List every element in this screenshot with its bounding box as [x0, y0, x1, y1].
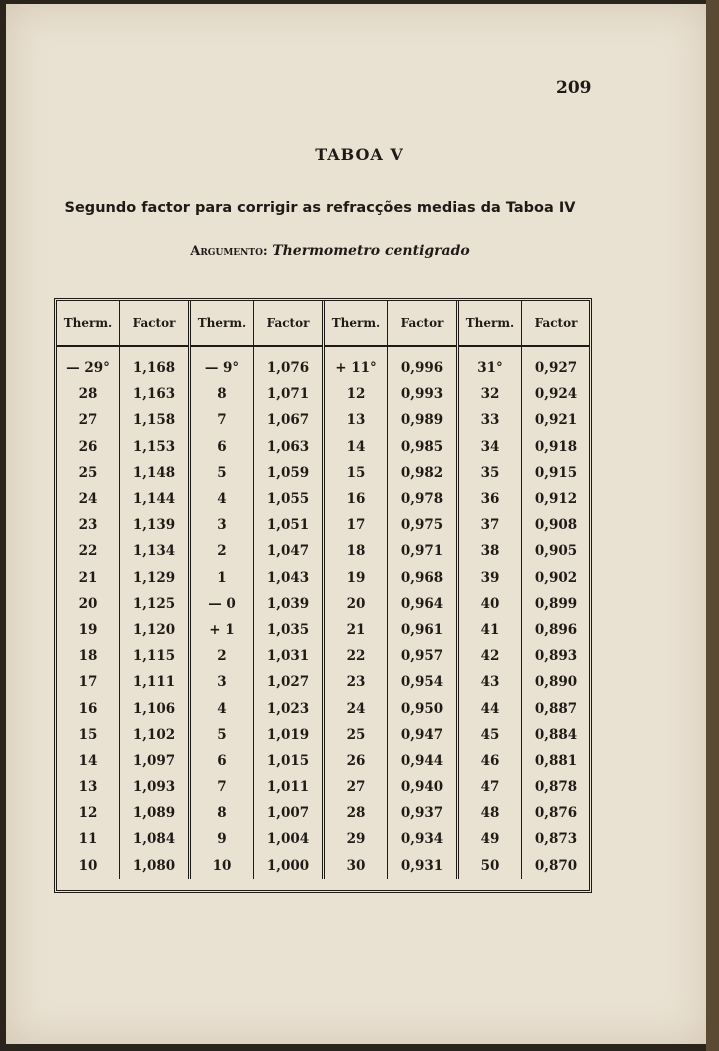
- factor-cell: 0,944: [388, 748, 458, 774]
- therm-cell: 8: [190, 381, 254, 407]
- column-header: Factor: [254, 301, 324, 346]
- spacer-cell: [190, 346, 254, 355]
- factor-cell: 0,934: [388, 826, 458, 852]
- factor-cell: 0,918: [534, 438, 578, 455]
- factor-cell: 0,993: [388, 381, 458, 407]
- factor-cell: 0,896: [534, 621, 578, 638]
- table-row: [57, 748, 590, 774]
- table-row: [57, 643, 590, 669]
- factor-cell: 1,051: [254, 512, 324, 538]
- factor-cell: 1,015: [254, 748, 324, 774]
- table-row: [57, 722, 590, 748]
- column-header: Therm.: [458, 301, 522, 346]
- factor-cell: 0,975: [388, 512, 458, 538]
- factor-cell: 1,168: [120, 355, 190, 381]
- factor-cell: 0,912: [534, 491, 578, 508]
- therm-cell: 41: [458, 617, 522, 643]
- factor-cell: 0,908: [534, 517, 578, 534]
- therm-cell: 4: [190, 695, 254, 721]
- therm-cell: 14: [324, 434, 388, 460]
- therm-cell: 12: [324, 381, 388, 407]
- therm-cell: 17: [57, 669, 120, 695]
- table-row: [57, 434, 590, 460]
- argument-value: Thermometro centigrado: [272, 243, 470, 259]
- factor-cell: 1,063: [254, 434, 324, 460]
- factor-cell: 1,106: [120, 695, 190, 721]
- factor-cell: 0,878: [534, 779, 578, 796]
- factor-cell: 1,115: [120, 643, 190, 669]
- factor-cell: 0,924: [534, 386, 578, 403]
- therm-cell: — 0: [190, 591, 254, 617]
- therm-cell: 23: [57, 512, 120, 538]
- table-body: [57, 346, 590, 879]
- therm-cell: 19: [324, 565, 388, 591]
- factor-cell: 1,111: [120, 669, 190, 695]
- factor-cell: 1,000: [254, 853, 324, 879]
- therm-cell: 45: [458, 722, 522, 748]
- column-header: Therm.: [190, 301, 254, 346]
- therm-cell: 5: [190, 460, 254, 486]
- table-title: TABOA V: [315, 145, 404, 164]
- therm-cell: 12: [57, 800, 120, 826]
- data-table-frame: [54, 298, 592, 893]
- factor-cell: 1,139: [120, 512, 190, 538]
- factor-cell: 1,089: [120, 800, 190, 826]
- table-row: [57, 800, 590, 826]
- factor-cell: 1,129: [120, 565, 190, 591]
- page-number: 209: [556, 78, 592, 98]
- therm-cell: 24: [57, 486, 120, 512]
- factor-cell: 1,084: [120, 826, 190, 852]
- therm-cell: 20: [324, 591, 388, 617]
- table-row: [57, 460, 590, 486]
- factor-cell: 0,887: [534, 700, 578, 717]
- therm-cell: 18: [324, 538, 388, 564]
- column-header: Factor: [522, 301, 591, 346]
- spacer-cell: [254, 346, 324, 355]
- spacer-row: [57, 346, 590, 355]
- therm-cell: 23: [324, 669, 388, 695]
- therm-cell: 19: [57, 617, 120, 643]
- factor-cell: 0,954: [388, 669, 458, 695]
- factor-cell: 0,961: [388, 617, 458, 643]
- factor-cell: 1,071: [254, 381, 324, 407]
- therm-cell: + 11°: [324, 355, 388, 381]
- therm-cell: 10: [190, 853, 254, 879]
- therm-cell: 5: [190, 722, 254, 748]
- therm-cell: 28: [324, 800, 388, 826]
- factor-cell: 1,055: [254, 486, 324, 512]
- factor-cell: 1,007: [254, 800, 324, 826]
- therm-cell: 8: [190, 800, 254, 826]
- table-row: [57, 695, 590, 721]
- correction-table: [57, 301, 590, 879]
- spacer-cell: [120, 346, 190, 355]
- factor-cell: 1,093: [120, 774, 190, 800]
- therm-cell: 31°: [458, 355, 522, 381]
- therm-cell: 28: [57, 381, 120, 407]
- factor-cell: 0,985: [388, 434, 458, 460]
- spacer-cell: [324, 346, 388, 355]
- therm-cell: 13: [57, 774, 120, 800]
- therm-cell: 35: [458, 460, 522, 486]
- table-row: [57, 381, 590, 407]
- factor-cell: 0,940: [388, 774, 458, 800]
- factor-cell: 1,039: [254, 591, 324, 617]
- factor-cell: 0,921: [534, 412, 578, 429]
- therm-cell: 22: [324, 643, 388, 669]
- therm-cell: 16: [324, 486, 388, 512]
- table-row: [57, 355, 590, 381]
- therm-cell: 29: [324, 826, 388, 852]
- factor-cell: 0,902: [534, 569, 578, 586]
- factor-cell: 1,102: [120, 722, 190, 748]
- therm-cell: 9: [190, 826, 254, 852]
- factor-cell: 1,031: [254, 643, 324, 669]
- table-row: [57, 669, 590, 695]
- therm-cell: 25: [57, 460, 120, 486]
- factor-cell: 1,158: [120, 407, 190, 433]
- factor-cell: 0,968: [388, 565, 458, 591]
- factor-cell: 0,947: [388, 722, 458, 748]
- factor-cell: 0,978: [388, 486, 458, 512]
- factor-cell: 1,153: [120, 434, 190, 460]
- argument-label: Argumento:: [190, 244, 268, 259]
- spacer-cell: [57, 346, 120, 355]
- therm-cell: 6: [190, 434, 254, 460]
- therm-cell: 2: [190, 538, 254, 564]
- therm-cell: 17: [324, 512, 388, 538]
- factor-cell: 1,027: [254, 669, 324, 695]
- therm-cell: 26: [324, 748, 388, 774]
- table-row: [57, 512, 590, 538]
- factor-cell: 1,076: [254, 355, 324, 381]
- factor-cell: 0,890: [534, 674, 578, 691]
- therm-cell: 49: [458, 826, 522, 852]
- factor-cell: 0,931: [388, 853, 458, 879]
- column-header: Therm.: [324, 301, 388, 346]
- factor-cell: 1,134: [120, 538, 190, 564]
- therm-cell: 13: [324, 407, 388, 433]
- factor-cell: 1,047: [254, 538, 324, 564]
- therm-cell: 48: [458, 800, 522, 826]
- header-row: [57, 301, 590, 346]
- table-row: [57, 774, 590, 800]
- therm-cell: 7: [190, 774, 254, 800]
- table-row: [57, 591, 590, 617]
- table-row: [57, 407, 590, 433]
- factor-cell: 1,059: [254, 460, 324, 486]
- factor-cell: 0,982: [388, 460, 458, 486]
- therm-cell: 24: [324, 695, 388, 721]
- therm-cell: 15: [324, 460, 388, 486]
- therm-cell: + 1: [190, 617, 254, 643]
- factor-cell: 0,915: [534, 464, 578, 481]
- factor-cell: 0,989: [388, 407, 458, 433]
- argument-line: [0, 243, 660, 259]
- factor-cell: 1,163: [120, 381, 190, 407]
- therm-cell: 38: [458, 538, 522, 564]
- factor-cell: 0,893: [534, 648, 578, 665]
- therm-cell: — 29°: [57, 355, 120, 381]
- factor-cell: 1,120: [120, 617, 190, 643]
- table-subtitle: Segundo factor para corrigir as refracções medias da Taboa IV: [64, 200, 576, 216]
- therm-cell: 3: [190, 669, 254, 695]
- therm-cell: 36: [458, 486, 522, 512]
- spacer-cell: [522, 346, 591, 355]
- column-header: Factor: [120, 301, 190, 346]
- therm-cell: 46: [458, 748, 522, 774]
- table-row: [57, 486, 590, 512]
- spacer-cell: [388, 346, 458, 355]
- factor-cell: 1,144: [120, 486, 190, 512]
- therm-cell: 16: [57, 695, 120, 721]
- therm-cell: 20: [57, 591, 120, 617]
- table-row: [57, 565, 590, 591]
- factor-cell: 0,876: [534, 805, 578, 822]
- table-row: [57, 853, 590, 879]
- therm-cell: 6: [190, 748, 254, 774]
- factor-cell: 1,019: [254, 722, 324, 748]
- factor-cell: 1,097: [120, 748, 190, 774]
- therm-cell: 30: [324, 853, 388, 879]
- factor-cell: 1,023: [254, 695, 324, 721]
- factor-cell: 1,011: [254, 774, 324, 800]
- factor-cell: 1,035: [254, 617, 324, 643]
- therm-cell: 33: [458, 407, 522, 433]
- therm-cell: 2: [190, 643, 254, 669]
- therm-cell: 14: [57, 748, 120, 774]
- therm-cell: 44: [458, 695, 522, 721]
- table-row: [57, 826, 590, 852]
- therm-cell: 37: [458, 512, 522, 538]
- factor-cell: 1,148: [120, 460, 190, 486]
- therm-cell: 39: [458, 565, 522, 591]
- therm-cell: 40: [458, 591, 522, 617]
- factor-cell: 0,996: [388, 355, 458, 381]
- therm-cell: 15: [57, 722, 120, 748]
- factor-cell: 0,950: [388, 695, 458, 721]
- therm-cell: 18: [57, 643, 120, 669]
- factor-cell: 0,873: [534, 831, 578, 848]
- therm-cell: 1: [190, 565, 254, 591]
- factor-cell: 1,080: [120, 853, 190, 879]
- factor-cell: 0,957: [388, 643, 458, 669]
- therm-cell: 27: [57, 407, 120, 433]
- therm-cell: 22: [57, 538, 120, 564]
- therm-cell: 25: [324, 722, 388, 748]
- spacer-cell: [458, 346, 522, 355]
- therm-cell: 43: [458, 669, 522, 695]
- therm-cell: 21: [57, 565, 120, 591]
- therm-cell: 27: [324, 774, 388, 800]
- therm-cell: 4: [190, 486, 254, 512]
- factor-cell: 1,004: [254, 826, 324, 852]
- factor-cell: 0,971: [388, 538, 458, 564]
- factor-cell: 0,927: [534, 360, 578, 377]
- therm-cell: — 9°: [190, 355, 254, 381]
- factor-cell: 1,043: [254, 565, 324, 591]
- factor-cell: 0,884: [534, 726, 578, 743]
- column-header: Factor: [388, 301, 458, 346]
- factor-cell: 0,899: [534, 595, 578, 612]
- therm-cell: 47: [458, 774, 522, 800]
- therm-cell: 42: [458, 643, 522, 669]
- therm-cell: 26: [57, 434, 120, 460]
- table-row: [57, 617, 590, 643]
- factor-cell: 1,067: [254, 407, 324, 433]
- factor-cell: 0,937: [388, 800, 458, 826]
- factor-cell: 0,964: [388, 591, 458, 617]
- table-row: [57, 538, 590, 564]
- therm-cell: 10: [57, 853, 120, 879]
- therm-cell: 34: [458, 434, 522, 460]
- therm-cell: 21: [324, 617, 388, 643]
- factor-cell: 1,125: [120, 591, 190, 617]
- column-header: Therm.: [57, 301, 120, 346]
- therm-cell: 11: [57, 826, 120, 852]
- therm-cell: 32: [458, 381, 522, 407]
- therm-cell: 7: [190, 407, 254, 433]
- factor-cell: 0,881: [534, 752, 578, 769]
- therm-cell: 3: [190, 512, 254, 538]
- factor-cell: 0,905: [534, 543, 578, 560]
- therm-cell: 50: [458, 853, 522, 879]
- factor-cell: 0,870: [534, 857, 578, 874]
